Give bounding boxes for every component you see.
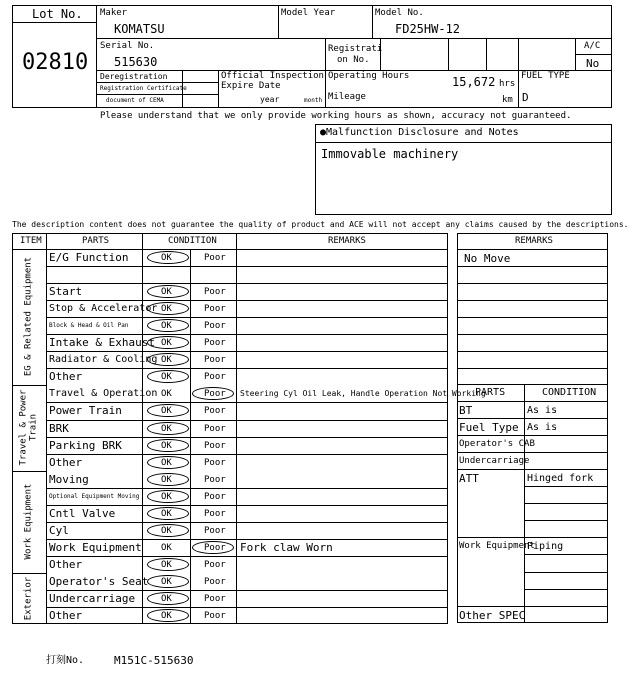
spec-part-line xyxy=(457,469,524,470)
ok-option: OK xyxy=(161,355,172,366)
expire-date-label: Expire Date xyxy=(221,81,281,91)
spec-cond: As is xyxy=(527,405,558,416)
lot-no-label: Lot No. xyxy=(32,7,83,21)
footer-label: 打刻No. xyxy=(46,655,85,666)
hrs-unit: hrs xyxy=(499,79,516,89)
operating-hours: 15,672 xyxy=(452,75,496,89)
ok-option: OK xyxy=(161,491,172,502)
poor-option: Poor xyxy=(204,611,226,622)
poor-option: Poor xyxy=(204,372,226,383)
poor-option: Poor xyxy=(204,594,226,604)
registration-label-2: on No. xyxy=(337,55,370,65)
ok-circle xyxy=(147,575,189,588)
remarks-row-line xyxy=(457,300,608,301)
spec-cond: Piping xyxy=(527,541,564,553)
part-label: Radiator & Cooling xyxy=(49,354,158,366)
group-label: EG & Related Equipment xyxy=(23,257,34,377)
ok-option: OK xyxy=(161,508,172,519)
part-label: Other xyxy=(49,455,83,469)
ok-circle xyxy=(147,524,189,537)
ok-option: OK xyxy=(161,440,172,451)
spec-header-line xyxy=(457,401,608,402)
maker-label: Maker xyxy=(100,8,128,18)
spec-cond-line xyxy=(524,503,608,504)
spec-cond: Hinged fork xyxy=(527,473,594,485)
part-label: Stop & Accelerator xyxy=(49,303,158,315)
ok-circle xyxy=(147,558,189,571)
spec-cond: As is xyxy=(527,422,558,434)
group-label: Work Equipment xyxy=(23,483,34,560)
part-label: Cntl Valve xyxy=(49,506,116,520)
part-label: Intake & Exhaust xyxy=(49,336,155,350)
part-label: Work Equipment xyxy=(49,540,142,554)
serial-label: Serial No. xyxy=(100,41,155,51)
ok-option: OK xyxy=(161,287,172,298)
part-label: Start xyxy=(49,285,83,299)
part-label: Undercarriage xyxy=(49,592,136,605)
ok-option: OK xyxy=(161,559,172,570)
spec-part: Work Equipment xyxy=(459,541,535,552)
ok-option: OK xyxy=(161,611,172,622)
ok-circle xyxy=(147,507,189,520)
spec-condition-header: CONDITION xyxy=(542,387,597,398)
model-no: FD25HW-12 xyxy=(395,22,461,36)
part-label: Travel & Operation xyxy=(49,388,158,400)
month-label: month xyxy=(304,97,323,104)
ok-circle xyxy=(147,251,189,264)
part-label: Operator's Seat xyxy=(49,574,149,588)
poor-option: Poor xyxy=(204,253,226,263)
part-label: Other xyxy=(49,609,83,623)
poor-option: Poor xyxy=(204,491,226,502)
spec-cond-line xyxy=(524,537,608,538)
remarks-row-line xyxy=(457,368,608,369)
registration-label: Registrati xyxy=(328,44,383,54)
spec-cond-line xyxy=(524,486,608,487)
fuel-type-label: FUEL TYPE xyxy=(521,71,570,81)
poor-option: Poor xyxy=(204,457,226,468)
part-label: Power Train xyxy=(49,404,122,418)
spec-part: Operator's CAB xyxy=(459,439,535,450)
mileage-label: Mileage xyxy=(328,92,366,102)
part-label: Moving xyxy=(49,472,89,486)
ok-circle xyxy=(147,439,189,452)
spec-cond-line xyxy=(524,554,608,555)
model-no-label: Model No. xyxy=(375,8,424,18)
ok-circle xyxy=(147,609,189,622)
fuel-type: D xyxy=(522,91,529,104)
row-remark: Steering Cyl Oil Leak, Handle Operation Not Working xyxy=(240,389,486,399)
official-inspection-label: Official Inspection xyxy=(221,71,324,81)
spec-cond-line xyxy=(524,572,608,573)
part-label: Parking BRK xyxy=(49,438,122,452)
maker: KOMATSU xyxy=(114,22,165,36)
poor-circle xyxy=(192,541,234,554)
ok-option: OK xyxy=(161,576,172,587)
ok-option: OK xyxy=(161,372,172,383)
poor-option: Poor xyxy=(204,389,226,400)
reg-cert-label: Registration Certificate xyxy=(100,85,187,92)
ac-label: A/C xyxy=(584,41,601,51)
spec-cond-line xyxy=(524,606,608,607)
poor-option: Poor xyxy=(204,287,226,298)
group-label: Exterior xyxy=(23,576,34,620)
poor-option: Poor xyxy=(204,576,226,587)
part-label: Other xyxy=(49,557,83,571)
remarks-row-line xyxy=(457,317,608,318)
ok-option: OK xyxy=(161,321,172,332)
poor-option: Poor xyxy=(204,321,226,332)
group-label: Train xyxy=(28,413,39,442)
spec-part-line xyxy=(457,537,524,538)
ok-circle xyxy=(147,490,189,503)
ok-circle xyxy=(147,456,189,469)
year-label: year xyxy=(260,95,280,104)
spec-part-line xyxy=(457,418,524,419)
ok-circle xyxy=(147,285,189,298)
poor-option: Poor xyxy=(204,508,226,519)
part-label: Other xyxy=(49,370,83,384)
header-remarks: REMARKS xyxy=(328,236,366,246)
remarks-row-line xyxy=(457,351,608,352)
ok-option: OK xyxy=(161,338,172,349)
ok-circle xyxy=(147,422,189,435)
poor-option: Poor xyxy=(204,474,226,485)
remarks-row-line xyxy=(457,334,608,335)
ac-value: No xyxy=(586,57,600,70)
ok-option: OK xyxy=(161,525,172,536)
spec-part: BT xyxy=(459,404,473,417)
remarks-row-line xyxy=(457,283,608,284)
malfunction-title: ●Malfunction Disclosure and Notes xyxy=(320,127,519,138)
ok-circle xyxy=(147,592,189,605)
ok-circle xyxy=(147,473,189,486)
ok-option: OK xyxy=(161,423,172,434)
ok-option: OK xyxy=(161,304,172,315)
ok-option: OK xyxy=(161,253,172,263)
remarks-header: REMARKS xyxy=(515,236,553,246)
part-label: BRK xyxy=(49,421,69,435)
km-unit: km xyxy=(502,95,513,105)
poor-option: Poor xyxy=(204,338,226,349)
header-condition: CONDITION xyxy=(168,236,217,246)
lot-no: 02810 xyxy=(22,50,89,75)
spec-cond-line xyxy=(524,520,608,521)
deregistration-label: Deregistration xyxy=(100,72,168,81)
spec-part-line xyxy=(457,452,524,453)
remarks-divider xyxy=(457,249,608,250)
poor-option: Poor xyxy=(204,406,226,417)
part-label: Optional Equipment Moving xyxy=(49,492,140,500)
spec-cond-line xyxy=(524,589,608,590)
poor-option: Poor xyxy=(204,542,226,553)
ok-option: OK xyxy=(161,389,172,400)
header-item: ITEM xyxy=(20,236,42,246)
part-label: Cyl xyxy=(49,523,69,537)
spec-part-line xyxy=(457,435,524,436)
spec-part: ATT xyxy=(459,472,479,486)
poor-option: Poor xyxy=(204,440,226,451)
spec-part-line xyxy=(457,606,524,607)
spec-cond-line xyxy=(524,418,608,419)
spec-part: Other SPEC xyxy=(459,608,526,622)
part-label: E/G Function xyxy=(49,251,129,264)
remarks-line: No Move xyxy=(464,252,511,265)
spec-parts-header: PARTS xyxy=(475,387,506,398)
cema-label: document of CEMA xyxy=(106,97,164,104)
ok-option: OK xyxy=(161,594,172,604)
poor-option: Poor xyxy=(204,355,226,366)
part-label: Block & Head & Oil Pan xyxy=(49,322,129,330)
model-year-label: Model Year xyxy=(281,8,336,18)
serial: 515630 xyxy=(114,55,158,69)
spec-part: Fuel Type xyxy=(459,421,519,435)
ok-option: OK xyxy=(161,406,172,417)
ok-option: OK xyxy=(161,457,172,468)
group-label: Travel & Power xyxy=(18,389,29,466)
poor-option: Poor xyxy=(204,423,226,434)
poor-option: Poor xyxy=(204,559,226,570)
poor-option: Poor xyxy=(204,304,226,315)
spec-cond-line xyxy=(524,452,608,453)
ok-option: OK xyxy=(161,474,172,485)
operating-hours-label: Operating Hours xyxy=(328,71,410,81)
ok-option: OK xyxy=(161,542,172,553)
poor-option: Poor xyxy=(204,525,226,536)
row-remark: Fork claw Worn xyxy=(240,540,333,554)
spec-cond-line xyxy=(524,435,608,436)
hours-note: Please understand that we only provide working hours as shown, accuracy not guaranteed. xyxy=(100,111,572,121)
spec-cond-line xyxy=(524,469,608,470)
remarks-row-line xyxy=(457,266,608,267)
header-parts: PARTS xyxy=(82,236,110,246)
disclaimer: The description content does not guarantee the quality of product and ACE will not accept any claims caused by the descriptions. xyxy=(12,220,629,229)
malfunction-body: Immovable machinery xyxy=(321,147,459,161)
footer-value: M151C-515630 xyxy=(114,654,194,667)
spec-part: Undercarriage xyxy=(459,456,530,467)
